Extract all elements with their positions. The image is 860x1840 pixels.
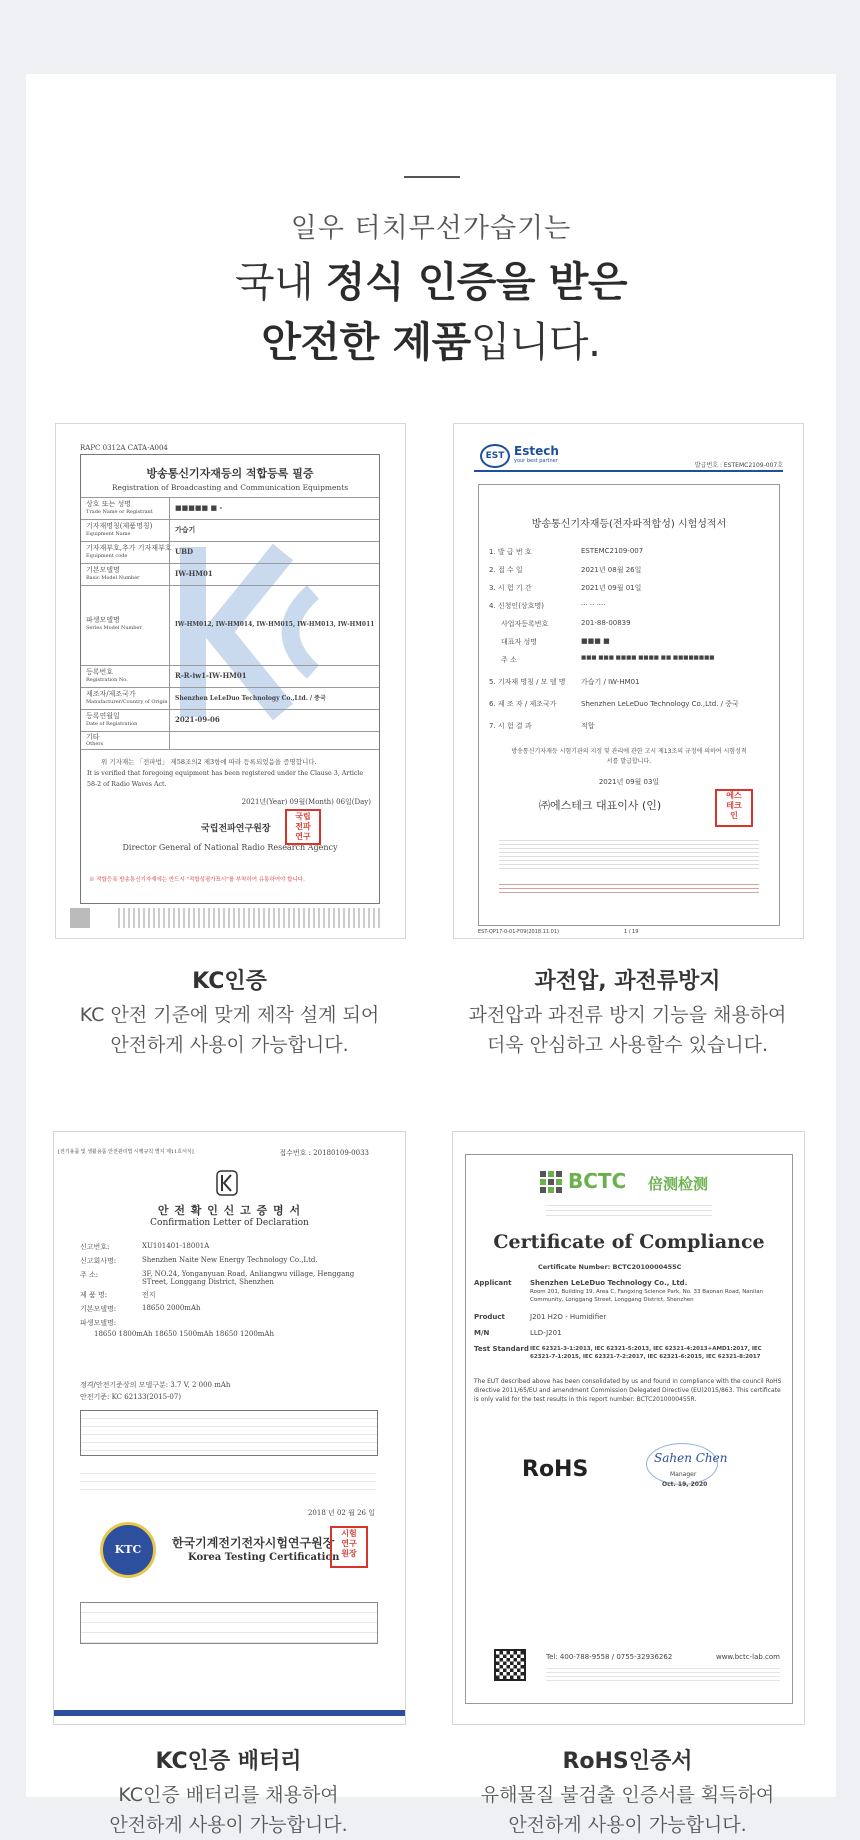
battery-field-label: 신고회사명: <box>80 1257 117 1265</box>
desc-line: KC 안전 기준에 맞게 제작 설계 되어 <box>79 1004 380 1026</box>
kc-heading-kr: 방송통신기자재등의 적합등록 필증 <box>146 467 314 480</box>
battery-heading-en: Confirmation Letter of Declaration <box>150 1218 309 1228</box>
headline-normal-2: 입니다. <box>470 318 601 366</box>
red-seal-icon: 에스 테크 인 <box>715 789 753 827</box>
rohs-certificate-image <box>452 1131 805 1725</box>
fine-print-block <box>499 837 759 869</box>
kc-date: 2021년(Year) 09월(Month) 06일(Day) <box>241 798 371 806</box>
estech-field-label: 대표자 성명 <box>501 638 538 646</box>
kc-field-value: IW-HM012, IW-HM014, IW-HM015, IW-HM013, IW-HM011 <box>175 621 375 628</box>
rohs-signature: Sahen Chen <box>654 1451 728 1465</box>
red-seal-icon: 국립 전파 연구 <box>285 809 321 845</box>
battery-date: 2018 년 02 월 26 일 <box>307 1509 375 1517</box>
desc-line: 안전하게 사용이 가능합니다. <box>508 1814 747 1836</box>
battery-heading-kr: 안 전 확 인 신 고 증 명 서 <box>157 1204 302 1217</box>
rohs-statement: The EUT described above has been consolidated by us and found in compliance with the council RoHS directive 2011/65/EU and amendment Commission Delegated Directive (EU)2015/863. This certificate is only valid for the test results in this report number: BCTC2010000455R. <box>474 1378 782 1403</box>
bctc-footer-fine-print <box>546 1665 780 1681</box>
kc-field-label: 상호 또는 성명 <box>86 500 132 508</box>
kc-field-sublabel: Date of Registration <box>86 721 138 727</box>
estech-field-label: 3. 시 험 기 간 <box>489 584 532 592</box>
kc-field-label: 기자재명칭(제품명칭) <box>86 522 153 530</box>
section-divider <box>404 176 460 178</box>
rohs-mark: RoHS <box>522 1457 589 1482</box>
estech-document-frame <box>478 484 780 926</box>
battery-footer-bar <box>54 1710 405 1716</box>
kc-field-label: 등록연월일 <box>86 712 120 720</box>
estech-field-label: 사업자등록번호 <box>501 620 549 628</box>
kc-battery-certificate-image <box>53 1131 406 1725</box>
kc-issuer-en: Director General of National Radio Research Agency <box>122 843 338 852</box>
estech-brand: Estech <box>514 444 559 458</box>
kc-heading-en: Registration of Broadcasting and Communication Equipments <box>111 483 349 492</box>
kc-field-value: UBD <box>175 547 194 556</box>
battery-field-value: 3F, NO.24, Yonganyuan Road, Anliangwu village, Henggang STreet, Longgang District, Shenzhen <box>142 1270 355 1286</box>
qr-code-icon <box>494 1649 526 1681</box>
estech-field-label: 7. 시 험 결 과 <box>489 722 532 730</box>
kc-statement-kr: 위 기자재는 「전파법」 제58조의2 제3항에 따라 등록되었음을 증명합니다. <box>101 758 317 766</box>
estech-certificate-image <box>453 423 804 939</box>
bctc-brand-cn: 倍测检测 <box>648 1175 709 1193</box>
estech-field-value: 201-88-00839 <box>581 619 631 627</box>
headline-normal-1: 국내 <box>234 258 326 306</box>
desc-line: 과전압과 과전류 방지 기능을 채용하여 <box>468 1004 787 1026</box>
red-notice-block <box>499 881 759 895</box>
form-number: RAPC 0312A CATA-A004 <box>80 444 168 452</box>
kc-field-label: 제조자/제조국가 <box>86 690 136 698</box>
estech-field-label: 주 소 <box>501 656 517 664</box>
estech-logo-icon: EST <box>480 444 510 468</box>
cert-desc-kc <box>55 1000 404 1060</box>
battery-field-label: 제 품 명: <box>80 1291 108 1299</box>
cert-title-rohs: RoHS인증서 <box>562 1749 693 1774</box>
rohs-heading: Certificate of Compliance <box>493 1231 765 1253</box>
kc-field-value: 2021-09-06 <box>175 715 220 724</box>
bctc-address-fine-print <box>546 1201 712 1219</box>
kc-field-label: 기본모델명 <box>86 566 120 574</box>
kc-field-value: 가습기 <box>175 525 196 534</box>
battery-receipt-no: 접수번호 : 20180109-0033 <box>279 1149 369 1157</box>
headline-bold-1: 정식 인증을 받은 <box>325 258 628 306</box>
battery-field-label: 주 소: <box>80 1271 99 1279</box>
page-headline <box>26 252 836 372</box>
estech-field-value: ■■■ ■■■ ■■■■ ■■■■ ■■ ■■■■■■■■ <box>581 655 715 661</box>
estech-footer-left: EST-QP17-0-01-F09(2018.11.01) <box>478 929 559 935</box>
rohs-field-value: IEC 62321-3-1:2013, IEC 62321-5:2013, IEC 62321-4:2013+AMD1:2017, IEC 62321-7-1:2015, IEC 62321-7-2:2017, IEC 62321-6:2015, IEC 62321-8:2017 <box>530 1346 762 1360</box>
kc-field-value: Shenzhen LeLeDuo Technology Co.,Ltd. / 중국 <box>175 695 326 702</box>
kc-field-sublabel: Basic Model Number <box>86 575 140 581</box>
estech-field-value: 가습기 / IW-HM01 <box>581 678 640 686</box>
estech-statement: 방송통신기자재등 시험기관의 지정 및 관리에 관한 고시 제13조의 규정에 의하여 시험성적서를 발급합니다. <box>511 748 747 765</box>
estech-field-value: 2021년 08월 26일 <box>581 566 642 574</box>
kc-field-sublabel: Equipment Name <box>86 531 131 537</box>
kc-note: ※ 적합등록 방송통신기자재에는 반드시 "적합성평가표시"를 부착하여 유통하여야 합니다. <box>89 877 305 883</box>
battery-field-label: 기본모델명: <box>80 1305 117 1313</box>
kc-field-value: IW-HM01 <box>175 569 213 578</box>
estech-field-value: 2021년 09월 01일 <box>581 584 642 592</box>
cert-desc-rohs <box>452 1780 803 1840</box>
battery-field-label: 파생모델명: <box>80 1319 117 1327</box>
kc-mark-icon <box>216 1170 238 1196</box>
rohs-field-label: Product <box>474 1313 505 1321</box>
estech-issue-no: 발급번호 : ESTEMC2109-007호 <box>694 462 783 469</box>
kc-statement-en: It is verified that foregoing equipment has been registered under the Clause 3, Article 58-2 of Radio Waves Act. <box>87 770 364 788</box>
rohs-field-label: M/N <box>474 1329 490 1337</box>
page-subtitle: 일우 터치무선가습기는 <box>290 213 572 244</box>
kc-issuer-kr: 국립전파연구원장 <box>201 824 271 834</box>
kc-field-sublabel: Trade Name or Registrant <box>86 509 153 515</box>
rohs-manager: Manager <box>670 1471 697 1478</box>
estech-field-label: 5. 기자재 명칭 / 모 델 명 <box>489 678 566 686</box>
rohs-field-label: Test Standard <box>474 1345 529 1353</box>
estech-field-value: Shenzhen LeLeDuo Technology Co.,Ltd. / 중국 <box>581 700 739 708</box>
estech-field-value: ■■■ ■ <box>581 637 610 645</box>
kc-field-label: 기타 <box>86 733 100 741</box>
bctc-brand: BCTC <box>568 1169 627 1193</box>
estech-date: 2021년 09월 03일 <box>598 778 660 786</box>
kc-document-frame <box>80 454 380 904</box>
estech-field-label: 6. 제 조 자 / 제조국가 <box>489 700 557 708</box>
battery-fine-print <box>80 1466 376 1494</box>
rohs-field-label: Applicant <box>474 1279 512 1287</box>
battery-field-value: Shenzhen Naite New Energy Technology Co.,Ltd. <box>142 1256 318 1264</box>
kc-field-sublabel: Manufacturer/Country of Origin <box>86 699 168 705</box>
bctc-web: www.bctc-lab.com <box>715 1653 780 1661</box>
estech-field-value: 적합 <box>581 722 595 730</box>
kc-field-sublabel: Others <box>86 741 104 747</box>
battery-field-label: 신고번호: <box>80 1243 110 1251</box>
battery-issuer-kr: 한국기계전기전자시험연구원장 <box>172 1536 335 1550</box>
estech-field-value: ··· ·· ···· <box>581 601 606 609</box>
battery-field-value: XU101401-18001A <box>142 1242 210 1250</box>
battery-field-value: 18650 2000mAh <box>142 1304 201 1312</box>
kc-field-label: 파생모델명 <box>86 616 120 624</box>
estech-footer-page: 1 / 19 <box>624 929 639 935</box>
estech-field-label: 1. 발 급 번 호 <box>489 548 532 556</box>
desc-line: 안전하게 사용이 가능합니다. <box>109 1814 348 1836</box>
battery-rating: 정격/안전기준상의 모델구분: 3.7 V, 2 000 mAh <box>80 1381 231 1389</box>
estech-field-value: ESTEMC2109-007 <box>581 547 644 555</box>
kc-field-value: R-R-iw1-IW-HM01 <box>175 671 247 680</box>
battery-issuer-en: Korea Testing Certification <box>188 1552 340 1563</box>
rohs-field-value: J201 H2O - Humidifier <box>530 1313 607 1321</box>
rohs-field-value: LLD-J201 <box>530 1329 562 1337</box>
barcode-strip <box>118 908 380 928</box>
kc-certificate-image <box>55 423 406 939</box>
battery-field-value: 전지 <box>142 1291 156 1299</box>
content-card <box>26 74 836 1836</box>
rohs-field-value: Room 201, Building 19, Area C, Fangxing Science Park, No. 33 Baonan Road, Nanlian Community, Longgang Street, Longgang District, Shenzhen <box>530 1289 764 1303</box>
ktc-logo-icon: KTC <box>100 1522 156 1578</box>
rohs-document-frame <box>465 1154 793 1704</box>
kc-field-value: ■■■■■ ■ - <box>175 503 223 512</box>
battery-notes-box <box>80 1602 378 1644</box>
kc-field-sublabel: Series Model Number <box>86 625 142 631</box>
estech-signer: ㈜에스테크 대표이사 (인) <box>539 799 662 812</box>
estech-field-label: 4. 신청인(상호명) <box>489 602 544 610</box>
desc-line: 더욱 안심하고 사용할수 있습니다. <box>486 1034 769 1056</box>
kc-field-label: 기자재부호,추가 기자재부호 <box>86 544 172 552</box>
cert-desc-battery <box>53 1780 404 1840</box>
red-seal-icon: 시험 연구 원장 <box>330 1526 368 1568</box>
bctc-logo-icon <box>540 1171 562 1193</box>
rohs-cert-number: Certificate Number: BCTC2010000455C <box>538 1263 682 1271</box>
battery-field-value: 18650 1800mAh 18650 1500mAh 18650 1200mAh <box>94 1330 274 1338</box>
rohs-date: Oct. 19, 2020 <box>662 1481 708 1488</box>
battery-standard: 안전기준: KC 62133(2015-07) <box>80 1393 182 1401</box>
battery-form-label: [전기용품 및 생활용품 안전관리법 시행규칙 별지 제11호서식] <box>58 1149 194 1155</box>
estech-heading: 방송통신기자재등(전자파적합성) 시험성적서 <box>531 519 727 530</box>
bctc-tel: Tel: 400-788-9558 / 0755-32936262 <box>546 1653 673 1661</box>
headline-bold-2: 안전한 제품 <box>261 318 471 366</box>
estech-field-label: 2. 접 수 일 <box>489 566 523 574</box>
cert-desc-overvoltage <box>453 1000 802 1060</box>
kc-field-label: 등록번호 <box>86 668 114 676</box>
cert-title-battery: KC인증 배터리 <box>155 1749 302 1774</box>
kc-mark-thumbnail-icon <box>70 908 90 928</box>
cert-title-overvoltage: 과전압, 과전류방지 <box>534 969 721 994</box>
factory-info-box <box>80 1410 378 1456</box>
rohs-field-value: Shenzhen LeLeDuo Technology Co., Ltd. <box>530 1279 688 1287</box>
desc-line: 안전하게 사용이 가능합니다. <box>110 1034 349 1056</box>
cert-title-kc: KC인증 <box>192 969 267 994</box>
kc-field-sublabel: Equipment code <box>86 553 128 559</box>
kc-field-sublabel: Registration No. <box>86 677 128 683</box>
desc-line: KC인증 배터리를 채용하여 <box>118 1784 339 1806</box>
desc-line: 유해물질 불검출 인증서를 획득하여 <box>480 1784 775 1806</box>
estech-brand-sub: your best partner <box>514 458 558 464</box>
